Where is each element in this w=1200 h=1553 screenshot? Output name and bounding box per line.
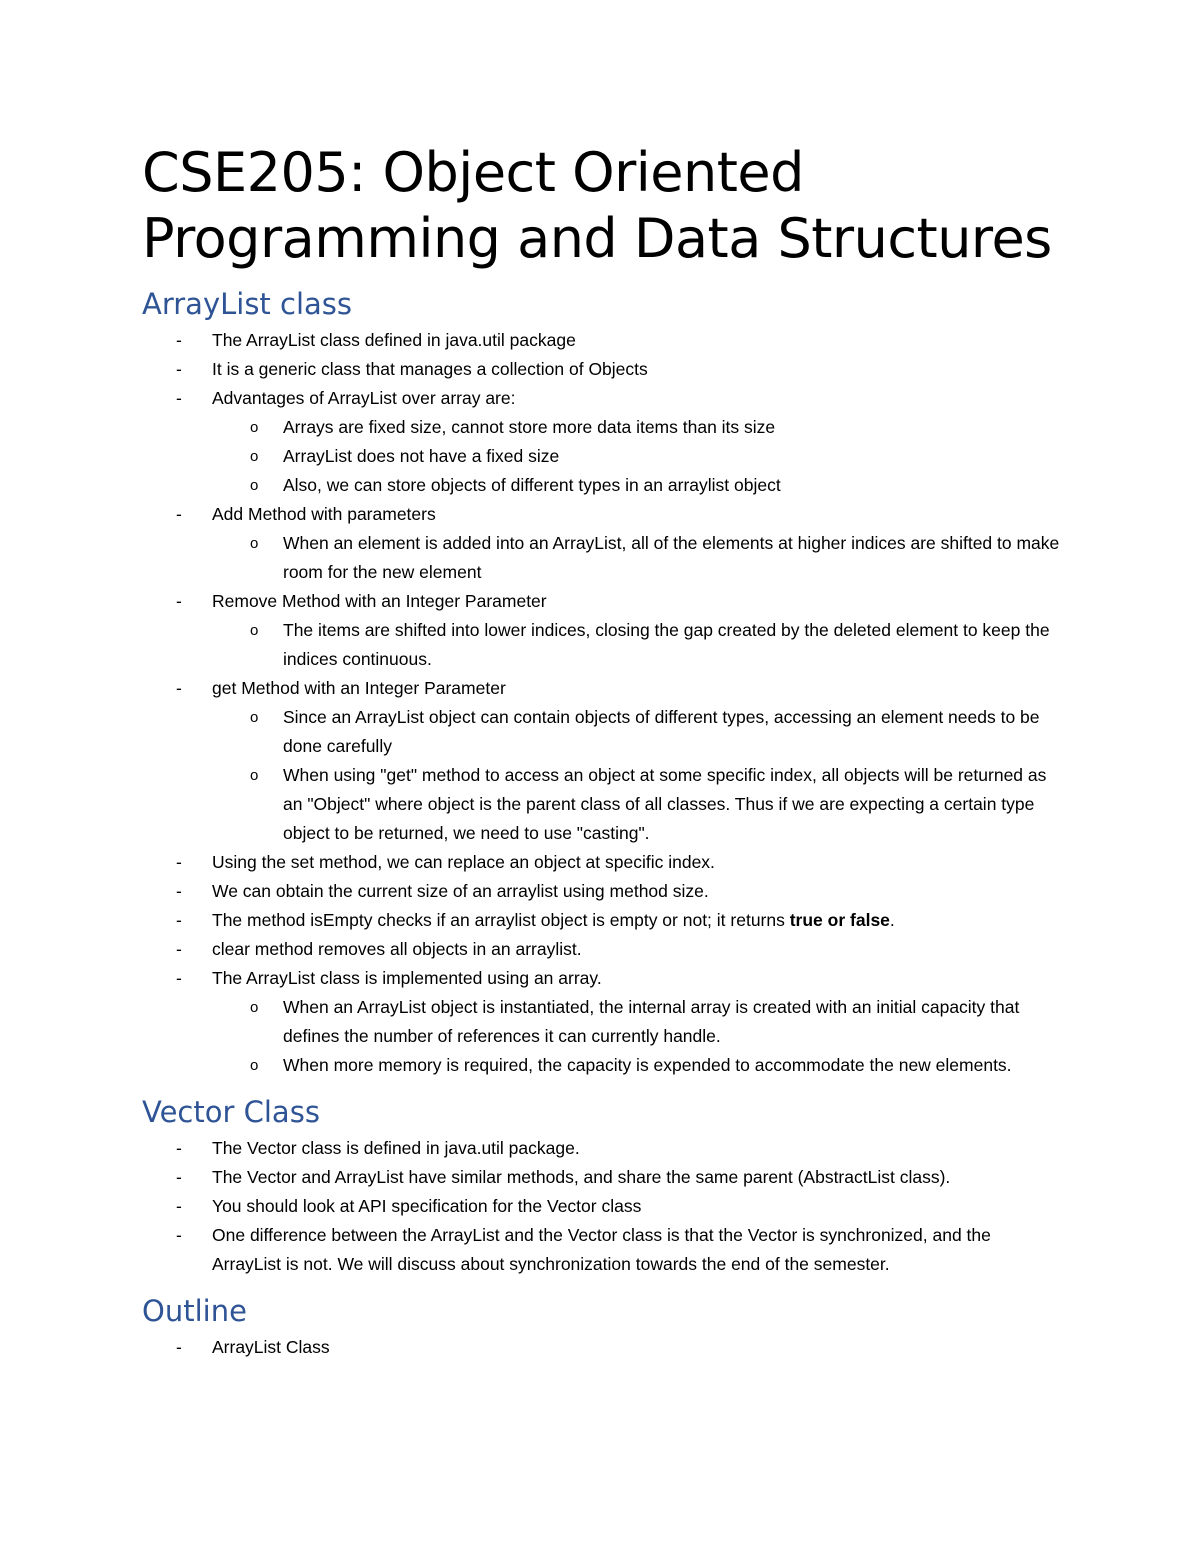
list-item-text: Add Method with parameters	[212, 504, 436, 524]
section-outline	[142, 1293, 1060, 1362]
list-item	[142, 906, 1060, 935]
list-item-text: The ArrayList class is implemented using an array.	[212, 968, 602, 988]
circle-bullet: o	[250, 419, 259, 436]
list-item-text	[212, 910, 895, 930]
section-heading-arraylist: ArrayList class	[142, 287, 353, 321]
document-title: CSE205: Object Oriented Programming and Data Structures	[142, 141, 1052, 270]
section-heading-outline: Outline	[142, 1294, 247, 1328]
dash-bullet: -	[176, 939, 182, 959]
dash-bullet: -	[176, 968, 182, 988]
circle-bullet: o	[250, 709, 259, 726]
sub-list-item-text: When using "get" method to access an object at some specific index, all objects will be returned as an "Object" where object is the parent class of all classes. Thus if we are expecting a certain type object to be returned, we need to use "casting".	[283, 765, 1047, 843]
bold-false: false	[850, 910, 890, 930]
dash-bullet: -	[176, 910, 182, 930]
list-item	[142, 500, 1060, 587]
section-heading-vector: Vector Class	[142, 1095, 320, 1129]
dash-bullet: -	[176, 1196, 182, 1216]
sub-list-item-text: Since an ArrayList object can contain objects of different types, accessing an element needs to be done carefully	[283, 707, 1040, 756]
dash-bullet: -	[176, 591, 182, 611]
sub-list-item	[212, 1051, 1060, 1080]
list-item-text: We can obtain the current size of an arraylist using method size.	[212, 881, 709, 901]
circle-bullet: o	[250, 622, 259, 639]
sub-list-item	[212, 413, 1060, 442]
circle-bullet: o	[250, 477, 259, 494]
sub-list-item	[212, 529, 1060, 587]
sub-list	[212, 529, 1060, 587]
bold-or: or	[822, 910, 851, 930]
sub-list-item	[212, 703, 1060, 761]
list-item	[142, 1192, 1060, 1221]
sub-list-item-text: When an ArrayList object is instantiated, the internal array is created with an initial capacity that defines the number of references it can currently handle.	[283, 997, 1020, 1046]
list-item	[142, 877, 1060, 906]
dash-bullet: -	[176, 330, 182, 350]
list-item-text: The Vector class is defined in java.util package.	[212, 1138, 580, 1158]
sub-list	[212, 993, 1060, 1080]
list-item-text: ArrayList Class	[212, 1337, 330, 1357]
dash-bullet: -	[176, 388, 182, 408]
section-arraylist	[142, 286, 1060, 1080]
list-item	[142, 1333, 1060, 1362]
list-item	[142, 935, 1060, 964]
list-item	[142, 587, 1060, 674]
circle-bullet: o	[250, 767, 259, 784]
list-item-text: Advantages of ArrayList over array are:	[212, 388, 516, 408]
sub-list-item-text: Also, we can store objects of different types in an arraylist object	[283, 475, 781, 495]
dash-bullet: -	[176, 359, 182, 379]
vector-list	[142, 1134, 1060, 1279]
list-item-text: The Vector and ArrayList have similar methods, and share the same parent (AbstractList class).	[212, 1167, 951, 1187]
list-item	[142, 1134, 1060, 1163]
list-item	[142, 1221, 1060, 1279]
sub-list-item-text: ArrayList does not have a fixed size	[283, 446, 560, 466]
sub-list-item	[212, 761, 1060, 848]
sub-list-item-text: When an element is added into an ArrayList, all of the elements at higher indices are shifted to make room for the new element	[283, 533, 1060, 582]
sub-list	[212, 616, 1060, 674]
sub-list	[212, 703, 1060, 848]
dash-bullet: -	[176, 1225, 182, 1245]
list-item-text: Remove Method with an Integer Parameter	[212, 591, 547, 611]
text-run: .	[889, 910, 895, 930]
arraylist-list	[142, 326, 1060, 1080]
sub-list-item-text: When more memory is required, the capacity is expended to accommodate the new elements.	[283, 1055, 1012, 1075]
dash-bullet: -	[176, 1167, 182, 1187]
sub-list	[212, 413, 1060, 500]
dash-bullet: -	[176, 852, 182, 872]
sub-list-item	[212, 616, 1060, 674]
dash-bullet: -	[176, 504, 182, 524]
list-item-text: You should look at API specification for the Vector class	[212, 1196, 642, 1216]
list-item-text: get Method with an Integer Parameter	[212, 678, 506, 698]
list-item	[142, 848, 1060, 877]
dash-bullet: -	[176, 1138, 182, 1158]
circle-bullet: o	[250, 1057, 259, 1074]
list-item-text: It is a generic class that manages a collection of Objects	[212, 359, 648, 379]
list-item-text: The ArrayList class defined in java.util package	[212, 330, 576, 350]
section-vector	[142, 1094, 1060, 1279]
sub-list-item	[212, 471, 1060, 500]
circle-bullet: o	[250, 999, 259, 1016]
circle-bullet: o	[250, 448, 259, 465]
sub-list-item-text: Arrays are fixed size, cannot store more data items than its size	[283, 417, 776, 437]
circle-bullet: o	[250, 535, 259, 552]
list-item-text: One difference between the ArrayList and the Vector class is that the Vector is synchronized, and the ArrayList is not. We will discuss about synchronization towards the end of the semester.	[212, 1225, 991, 1274]
list-item	[142, 326, 1060, 355]
bold-true: true	[789, 910, 823, 930]
dash-bullet: -	[176, 678, 182, 698]
list-item	[142, 355, 1060, 384]
outline-list	[142, 1333, 1060, 1362]
list-item	[142, 674, 1060, 848]
sub-list-item-text: The items are shifted into lower indices, closing the gap created by the deleted element to keep the indices continuous.	[283, 620, 1050, 669]
text-run: The method isEmpty checks if an arraylist object is empty or not; it returns	[212, 910, 790, 930]
sub-list-item	[212, 993, 1060, 1051]
list-item	[142, 1163, 1060, 1192]
list-item	[142, 384, 1060, 500]
dash-bullet: -	[176, 1337, 182, 1357]
list-item-text: Using the set method, we can replace an object at specific index.	[212, 852, 715, 872]
list-item-text: clear method removes all objects in an arraylist.	[212, 939, 582, 959]
dash-bullet: -	[176, 881, 182, 901]
sub-list-item	[212, 442, 1060, 471]
list-item	[142, 964, 1060, 1080]
